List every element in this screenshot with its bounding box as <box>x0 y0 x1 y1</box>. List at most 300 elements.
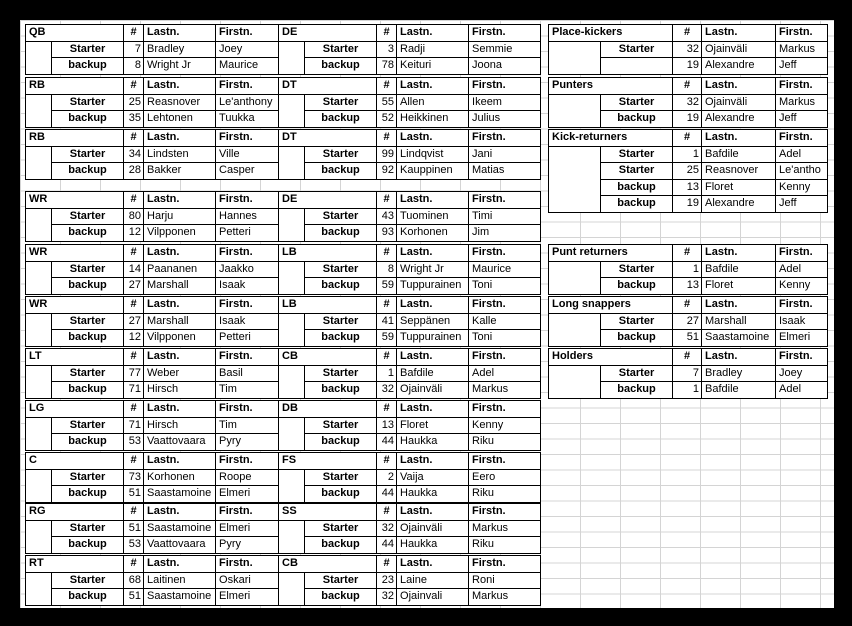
player-lastname: Harju <box>144 208 216 225</box>
role-label: backup <box>305 537 377 554</box>
player-number: 53 <box>124 434 144 451</box>
header-firstname: Firstn. <box>216 349 288 366</box>
header-row <box>279 401 541 418</box>
role-label: backup <box>52 111 124 128</box>
position-table <box>25 555 288 606</box>
player-lastname: Vilpponen <box>144 225 216 242</box>
role-label: backup <box>52 163 124 180</box>
player-lastname: Reasnover <box>144 94 216 111</box>
position-table <box>25 296 288 347</box>
player-number: 51 <box>124 486 144 503</box>
position-label: RB <box>26 130 124 147</box>
player-row <box>279 278 541 295</box>
header-row <box>279 504 541 521</box>
player-number: 78 <box>377 58 397 75</box>
player-firstname: Joona <box>469 58 541 75</box>
spacer-cell <box>549 382 601 399</box>
player-row <box>279 520 541 537</box>
role-label: backup <box>52 382 124 399</box>
header-number: # <box>124 453 144 470</box>
role-label <box>601 58 673 75</box>
spacer-cell <box>26 589 52 606</box>
player-row <box>26 278 288 295</box>
role-label: backup <box>601 382 673 399</box>
player-number: 13 <box>673 179 702 196</box>
player-lastname: Reasnover <box>702 163 776 180</box>
header-lastname: Lastn. <box>144 556 216 573</box>
defense-block-lb <box>278 244 541 295</box>
defense-block-db <box>278 400 541 451</box>
header-row <box>26 25 288 42</box>
player-row <box>279 434 541 451</box>
position-label: Punters <box>549 78 673 95</box>
player-number: 27 <box>124 313 144 330</box>
spacer-cell <box>26 520 52 537</box>
player-row <box>549 41 828 58</box>
player-row <box>26 330 288 347</box>
player-lastname: Floret <box>702 179 776 196</box>
header-number: # <box>124 78 144 95</box>
player-lastname: Bafdile <box>702 261 776 278</box>
player-firstname: Hannes <box>216 208 288 225</box>
header-row <box>549 245 828 262</box>
player-number: 92 <box>377 163 397 180</box>
player-number: 80 <box>124 208 144 225</box>
player-row <box>279 163 541 180</box>
offense-block-wr <box>25 296 288 347</box>
player-lastname: Korhonen <box>397 225 469 242</box>
player-row <box>26 111 288 128</box>
role-label: Starter <box>52 520 124 537</box>
special-block-kick-returners <box>548 129 828 213</box>
player-firstname: Le'antho <box>776 163 828 180</box>
player-row <box>279 225 541 242</box>
role-label: Starter <box>601 146 673 163</box>
player-row <box>26 225 288 242</box>
spacer-cell <box>279 313 305 330</box>
player-lastname: Tuominen <box>397 208 469 225</box>
player-firstname: Markus <box>776 41 828 58</box>
spacer-cell <box>549 179 601 196</box>
player-number: 19 <box>673 111 702 128</box>
spacer-cell <box>549 365 601 382</box>
player-lastname: Alexandre <box>702 58 776 75</box>
header-firstname: Firstn. <box>216 25 288 42</box>
role-label: Starter <box>305 146 377 163</box>
player-row <box>279 330 541 347</box>
spacer-cell <box>549 163 601 180</box>
position-label: DE <box>279 25 377 42</box>
header-lastname: Lastn. <box>144 245 216 262</box>
role-label: Starter <box>601 41 673 58</box>
offense-block-rg <box>25 503 288 554</box>
player-number: 51 <box>124 520 144 537</box>
header-row <box>26 78 288 95</box>
spacer-cell <box>26 58 52 75</box>
role-label: backup <box>52 330 124 347</box>
header-firstname: Firstn. <box>216 245 288 262</box>
position-table <box>25 244 288 295</box>
role-label: backup <box>601 278 673 295</box>
position-table <box>278 348 541 399</box>
header-lastname: Lastn. <box>144 130 216 147</box>
header-firstname: Firstn. <box>776 78 828 95</box>
player-lastname: Marshall <box>702 313 776 330</box>
player-firstname: Kenny <box>776 278 828 295</box>
player-number: 27 <box>673 313 702 330</box>
player-firstname: Adel <box>776 382 828 399</box>
header-number: # <box>673 130 702 147</box>
header-number: # <box>124 130 144 147</box>
player-row <box>279 572 541 589</box>
spacer-cell <box>549 58 601 75</box>
spacer-cell <box>279 469 305 486</box>
player-lastname: Seppänen <box>397 313 469 330</box>
spacer-cell <box>26 434 52 451</box>
spacer-cell <box>26 163 52 180</box>
position-table <box>278 296 541 347</box>
player-lastname: Lindqvist <box>397 146 469 163</box>
player-number: 43 <box>377 208 397 225</box>
player-number: 71 <box>124 417 144 434</box>
player-number: 73 <box>124 469 144 486</box>
spacer-cell <box>26 111 52 128</box>
role-label: backup <box>52 537 124 554</box>
player-lastname: Bradley <box>702 365 776 382</box>
player-lastname: Wright Jr <box>397 261 469 278</box>
player-number: 93 <box>377 225 397 242</box>
player-row <box>549 278 828 295</box>
header-number: # <box>124 556 144 573</box>
defense-block-cb <box>278 348 541 399</box>
player-lastname: Hirsch <box>144 417 216 434</box>
player-lastname: Ojainvali <box>397 589 469 606</box>
player-number: 44 <box>377 537 397 554</box>
player-number: 8 <box>124 58 144 75</box>
player-lastname: Keituri <box>397 58 469 75</box>
player-number: 32 <box>673 94 702 111</box>
position-table <box>278 555 541 606</box>
header-firstname: Firstn. <box>216 504 288 521</box>
player-number: 35 <box>124 111 144 128</box>
position-table <box>548 296 828 347</box>
offense-block-qb <box>25 24 288 75</box>
position-label: LG <box>26 401 124 418</box>
role-label: Starter <box>305 572 377 589</box>
player-number: 7 <box>124 41 144 58</box>
player-firstname: Joey <box>776 365 828 382</box>
header-lastname: Lastn. <box>144 25 216 42</box>
header-row <box>26 556 288 573</box>
player-lastname: Ojainväli <box>702 94 776 111</box>
position-label: DB <box>279 401 377 418</box>
header-firstname: Firstn. <box>216 453 288 470</box>
player-lastname: Floret <box>397 417 469 434</box>
player-number: 25 <box>124 94 144 111</box>
player-lastname: Ojainväli <box>397 520 469 537</box>
header-lastname: Lastn. <box>702 25 776 42</box>
depth-chart-sheet <box>20 20 834 608</box>
player-number: 28 <box>124 163 144 180</box>
player-row <box>279 537 541 554</box>
position-table <box>548 77 828 128</box>
header-lastname: Lastn. <box>397 78 469 95</box>
role-label: Starter <box>52 572 124 589</box>
player-row <box>26 146 288 163</box>
player-firstname: Joey <box>216 41 288 58</box>
special-block-place-kickers <box>548 24 828 75</box>
player-number: 32 <box>377 520 397 537</box>
player-row <box>26 520 288 537</box>
player-lastname: Bafdile <box>702 382 776 399</box>
spacer-cell <box>26 278 52 295</box>
player-number: 23 <box>377 572 397 589</box>
position-label: LB <box>279 297 377 314</box>
player-firstname: Adel <box>469 365 541 382</box>
player-number: 51 <box>124 589 144 606</box>
player-lastname: Weber <box>144 365 216 382</box>
header-firstname: Firstn. <box>776 130 828 147</box>
position-label: RG <box>26 504 124 521</box>
spacer-cell <box>279 58 305 75</box>
header-number: # <box>377 78 397 95</box>
position-label: LB <box>279 245 377 262</box>
spacer-cell <box>26 537 52 554</box>
spacer-cell <box>26 469 52 486</box>
player-lastname: Saastamoine <box>144 486 216 503</box>
header-row <box>279 192 541 209</box>
header-row <box>26 297 288 314</box>
player-firstname: Maurice <box>216 58 288 75</box>
player-row <box>279 486 541 503</box>
position-table <box>25 452 288 503</box>
player-row <box>279 365 541 382</box>
spacer-cell <box>26 225 52 242</box>
position-label: DE <box>279 192 377 209</box>
spacer-cell <box>279 382 305 399</box>
header-row <box>279 297 541 314</box>
spacer-cell <box>549 41 601 58</box>
header-number: # <box>673 297 702 314</box>
role-label: Starter <box>52 146 124 163</box>
header-row <box>549 130 828 147</box>
header-number: # <box>673 245 702 262</box>
offense-block-rb <box>25 77 288 128</box>
player-firstname: Kenny <box>776 179 828 196</box>
position-table <box>25 24 288 75</box>
role-label: backup <box>305 330 377 347</box>
header-lastname: Lastn. <box>397 297 469 314</box>
player-row <box>279 261 541 278</box>
header-firstname: Firstn. <box>776 25 828 42</box>
role-label: backup <box>305 382 377 399</box>
spacer-cell <box>26 208 52 225</box>
position-table <box>278 244 541 295</box>
header-row <box>26 349 288 366</box>
header-lastname: Lastn. <box>397 349 469 366</box>
header-row <box>549 25 828 42</box>
player-lastname: Saastamoine <box>144 589 216 606</box>
role-label: backup <box>305 111 377 128</box>
defense-block-fs <box>278 452 541 503</box>
position-label: CB <box>279 556 377 573</box>
player-row <box>549 382 828 399</box>
position-table <box>278 129 541 180</box>
player-firstname: Petteri <box>216 225 288 242</box>
player-row <box>279 589 541 606</box>
header-firstname: Firstn. <box>216 78 288 95</box>
spacer-cell <box>549 261 601 278</box>
player-firstname: Julius <box>469 111 541 128</box>
player-row <box>549 163 828 180</box>
spacer-cell <box>279 208 305 225</box>
player-number: 32 <box>377 589 397 606</box>
player-number: 1 <box>377 365 397 382</box>
player-firstname: Basil <box>216 365 288 382</box>
role-label: Starter <box>52 208 124 225</box>
player-lastname: Lehtonen <box>144 111 216 128</box>
player-lastname: Ojainväli <box>397 382 469 399</box>
header-row <box>549 349 828 366</box>
player-number: 52 <box>377 111 397 128</box>
player-row <box>26 537 288 554</box>
player-lastname: Haukka <box>397 537 469 554</box>
player-firstname: Isaak <box>216 278 288 295</box>
player-lastname: Saastamoine <box>702 330 776 347</box>
player-firstname: Jim <box>469 225 541 242</box>
role-label: Starter <box>305 417 377 434</box>
player-row <box>549 365 828 382</box>
player-number: 77 <box>124 365 144 382</box>
header-lastname: Lastn. <box>702 78 776 95</box>
player-firstname: Jani <box>469 146 541 163</box>
spacer-cell <box>549 196 601 213</box>
player-number: 71 <box>124 382 144 399</box>
player-firstname: Adel <box>776 261 828 278</box>
role-label: Starter <box>601 313 673 330</box>
player-lastname: Vilpponen <box>144 330 216 347</box>
role-label: Starter <box>52 417 124 434</box>
header-number: # <box>377 192 397 209</box>
role-label: Starter <box>305 94 377 111</box>
player-row <box>279 469 541 486</box>
position-label: FS <box>279 453 377 470</box>
player-row <box>279 313 541 330</box>
defense-block-dt <box>278 129 541 180</box>
offense-block-wr <box>25 244 288 295</box>
player-number: 99 <box>377 146 397 163</box>
position-label: DT <box>279 130 377 147</box>
role-label: Starter <box>52 313 124 330</box>
header-number: # <box>124 192 144 209</box>
spacer-cell <box>279 94 305 111</box>
role-label: Starter <box>52 41 124 58</box>
player-lastname: Heikkinen <box>397 111 469 128</box>
header-row <box>279 130 541 147</box>
spacer-cell <box>26 417 52 434</box>
player-row <box>549 94 828 111</box>
player-row <box>279 41 541 58</box>
player-firstname: Eero <box>469 469 541 486</box>
role-label: Starter <box>601 365 673 382</box>
player-number: 53 <box>124 537 144 554</box>
defense-block-de <box>278 191 541 242</box>
position-table <box>25 77 288 128</box>
offense-block-lg <box>25 400 288 451</box>
player-number: 59 <box>377 278 397 295</box>
role-label: backup <box>601 196 673 213</box>
role-label: Starter <box>305 520 377 537</box>
player-firstname: Markus <box>776 94 828 111</box>
header-lastname: Lastn. <box>702 349 776 366</box>
position-label: RT <box>26 556 124 573</box>
player-firstname: Markus <box>469 589 541 606</box>
spacer-cell <box>279 589 305 606</box>
player-firstname: Roni <box>469 572 541 589</box>
player-lastname: Ojainväli <box>702 41 776 58</box>
header-number: # <box>124 245 144 262</box>
header-lastname: Lastn. <box>397 556 469 573</box>
role-label: backup <box>305 434 377 451</box>
role-label: backup <box>52 58 124 75</box>
player-firstname: Oskari <box>216 572 288 589</box>
role-label: Starter <box>52 261 124 278</box>
header-row <box>279 453 541 470</box>
spacer-cell <box>279 146 305 163</box>
player-row <box>26 58 288 75</box>
position-table <box>25 503 288 554</box>
player-lastname: Marshall <box>144 313 216 330</box>
header-firstname: Firstn. <box>216 401 288 418</box>
offense-block-rb <box>25 129 288 180</box>
player-row <box>26 572 288 589</box>
role-label: backup <box>601 330 673 347</box>
player-firstname: Riku <box>469 537 541 554</box>
defense-block-dt <box>278 77 541 128</box>
header-firstname: Firstn. <box>469 453 541 470</box>
role-label: Starter <box>52 469 124 486</box>
player-row <box>26 382 288 399</box>
player-row <box>279 111 541 128</box>
player-lastname: Radji <box>397 41 469 58</box>
role-label: backup <box>601 111 673 128</box>
spacer-cell <box>279 111 305 128</box>
header-firstname: Firstn. <box>216 192 288 209</box>
position-table <box>278 503 541 554</box>
position-table <box>25 191 288 242</box>
header-row <box>26 401 288 418</box>
header-number: # <box>377 245 397 262</box>
header-lastname: Lastn. <box>397 130 469 147</box>
player-lastname: Korhonen <box>144 469 216 486</box>
player-firstname: Jeff <box>776 111 828 128</box>
header-lastname: Lastn. <box>144 401 216 418</box>
header-lastname: Lastn. <box>702 297 776 314</box>
special-block-holders <box>548 348 828 399</box>
header-number: # <box>377 130 397 147</box>
player-lastname: Bafdile <box>397 365 469 382</box>
position-table <box>25 400 288 451</box>
role-label: backup <box>305 486 377 503</box>
player-lastname: Bakker <box>144 163 216 180</box>
player-firstname: Kalle <box>469 313 541 330</box>
player-lastname: Alexandre <box>702 111 776 128</box>
player-firstname: Elmeri <box>216 486 288 503</box>
player-lastname: Vaattovaara <box>144 537 216 554</box>
player-row <box>549 111 828 128</box>
player-number: 13 <box>377 417 397 434</box>
player-firstname: Pyry <box>216 434 288 451</box>
